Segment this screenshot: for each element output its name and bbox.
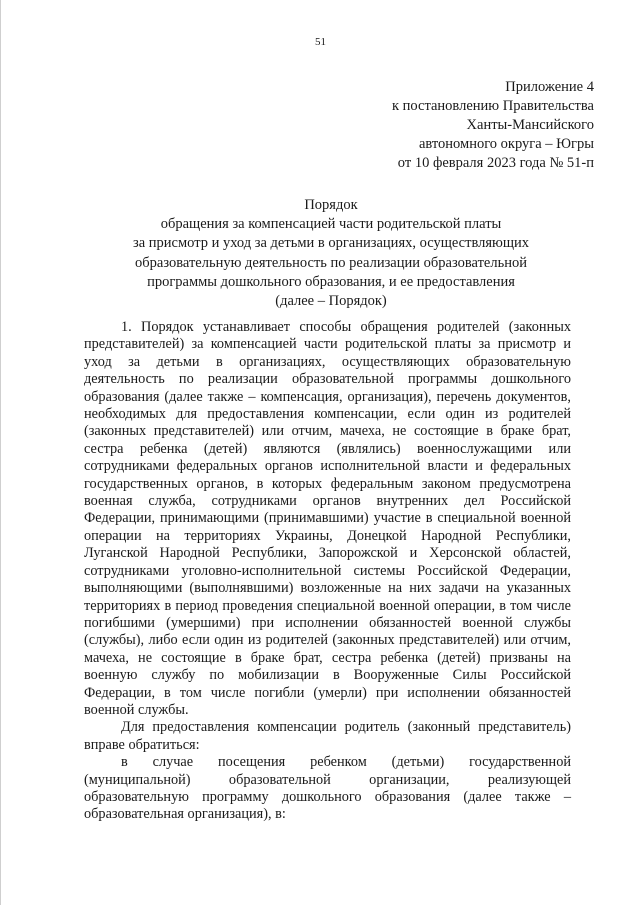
appendix-line: от 10 февраля 2023 года № 51-п (397, 155, 594, 171)
document-title (91, 196, 571, 311)
title-line: (далее – Порядок) (275, 293, 387, 310)
appendix-line: к постановлению Правительства (392, 98, 594, 114)
appendix-line: Ханты-Мансийского (466, 117, 594, 133)
title-line: образовательную деятельность по реализации образовательной (135, 254, 527, 271)
paragraph-3: в случае посещения ребенком (детьми) государственной (муниципальной) образовательной организации, реализующей образовательную программу дошкольного образования (далее также – образовательная организация), в: (84, 754, 571, 823)
appendix-block (294, 78, 594, 173)
title-line: программы дошкольного образования, и ее предоставления (147, 273, 515, 290)
title-line: за присмотр и уход за детьми в организациях, осуществляющих (132, 235, 530, 252)
paragraph-1: 1. Порядок устанавливает способы обращения родителей (законных представителей) за компенсацией части родительской платы за присмотр и уход за детьми в организациях, осуществляющих образовательную деятельность по реализации образовательной программы дошкольного образования (далее также – компенсация, организация), перечень документов, необходимых для предоставления компенсации, если один из родителей (законных представителей) или отчим, мачеха, не состоящие в браке брат, сестра ребенка (детей) являются (являлись) военнослужащими или сотрудниками федеральных органов исполнительной власти и федеральных государственных органов, в которых федеральным законом предусмотрена военная служба, сотрудниками органов внутренних дел Российской Федерации, принимающими (принимавшими) участие в специальной военной операции на территориях Украины, Донецкой Народной Республики, Луганской Народной Республики, Запорожской и Херсонской областей, сотрудниками уголовно-исполнительной системы Российской Федерации, выполняющими (выполнявшими) возложенные на них задачи на указанных территориях в период проведения специальной военной операции, в том числе погибшими (умершими) при исполнении обязанностей военной службы (службы), либо если один из родителей (законных представителей) или отчим, мачеха, не состоящие в браке брат, сестра ребенка (детей) призваны на военную службу по мобилизации в Вооруженные Силы Российской Федерации, в том числе погибли (умерли) при исполнении обязанностей военной службы. (84, 319, 571, 718)
title-line: обращения за компенсацией части родительской платы (160, 216, 502, 233)
appendix-line: Приложение 4 (505, 79, 594, 95)
document-body (84, 319, 571, 824)
title-line: Порядок (304, 197, 358, 213)
paragraph-2: Для предоставления компенсации родитель (законный представитель) вправе обратиться: (84, 719, 571, 753)
appendix-line: автономного округа – Югры (418, 136, 594, 152)
page-number: 51 (315, 36, 326, 48)
